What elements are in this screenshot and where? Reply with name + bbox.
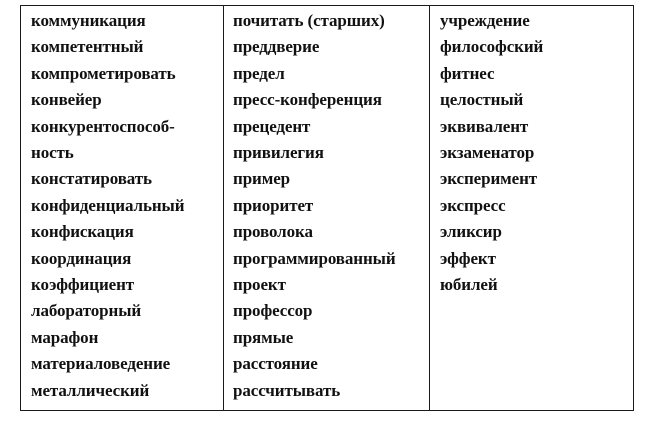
table-word: коммуникация <box>31 11 146 30</box>
table-word: пример <box>233 169 291 189</box>
table-word: пресс-конференция <box>233 90 382 110</box>
table-word: координация <box>31 248 132 268</box>
table-word: целостный <box>440 90 524 110</box>
table-word: профессор <box>233 301 313 321</box>
table-word: эквивалент <box>440 116 529 136</box>
table-word: эффект <box>440 248 496 268</box>
table-word: приоритет <box>233 195 314 215</box>
word-table <box>20 5 634 411</box>
table-word: конфискация <box>31 222 134 242</box>
table-word: констатировать <box>31 169 152 189</box>
table-word: экзаменатор <box>440 143 535 163</box>
table-word: эксперимент <box>440 169 538 189</box>
table-word: компетентный <box>31 37 144 57</box>
table-word: юбилей <box>440 275 498 295</box>
table-word: лабораторный <box>31 301 142 321</box>
table-word: металлический <box>31 380 150 400</box>
table-column-2 <box>224 6 430 410</box>
table-word: рассчитывать <box>233 380 341 400</box>
table-word: почитать (старших) <box>233 11 385 30</box>
table-word: экспресс <box>440 195 506 215</box>
table-column-1 <box>21 6 224 410</box>
table-word: философский <box>440 37 544 57</box>
table-word: компрометировать <box>31 63 176 83</box>
table-word: коэффициент <box>31 275 135 295</box>
table-word: прямые <box>233 327 294 347</box>
table-word: ность <box>31 143 74 163</box>
table-column-3 <box>430 6 633 410</box>
table-word: прецедент <box>233 116 311 136</box>
table-word: привилегия <box>233 143 324 163</box>
table-word: конкурентоспособ- <box>31 116 175 136</box>
table-word: расстояние <box>233 354 318 374</box>
table-word: преддверие <box>233 37 320 57</box>
table-word: проект <box>233 275 286 295</box>
table-word: конвейер <box>31 90 102 110</box>
table-word: программированный <box>233 248 396 268</box>
table-word: учреждение <box>440 11 530 30</box>
table-word: марафон <box>31 327 99 347</box>
table-word: проволока <box>233 222 313 242</box>
table-word: фитнес <box>440 63 495 83</box>
table-word: конфиденциальный <box>31 195 185 215</box>
table-word: предел <box>233 63 285 83</box>
table-word: материаловедение <box>31 354 171 374</box>
table-word: эликсир <box>440 222 502 242</box>
